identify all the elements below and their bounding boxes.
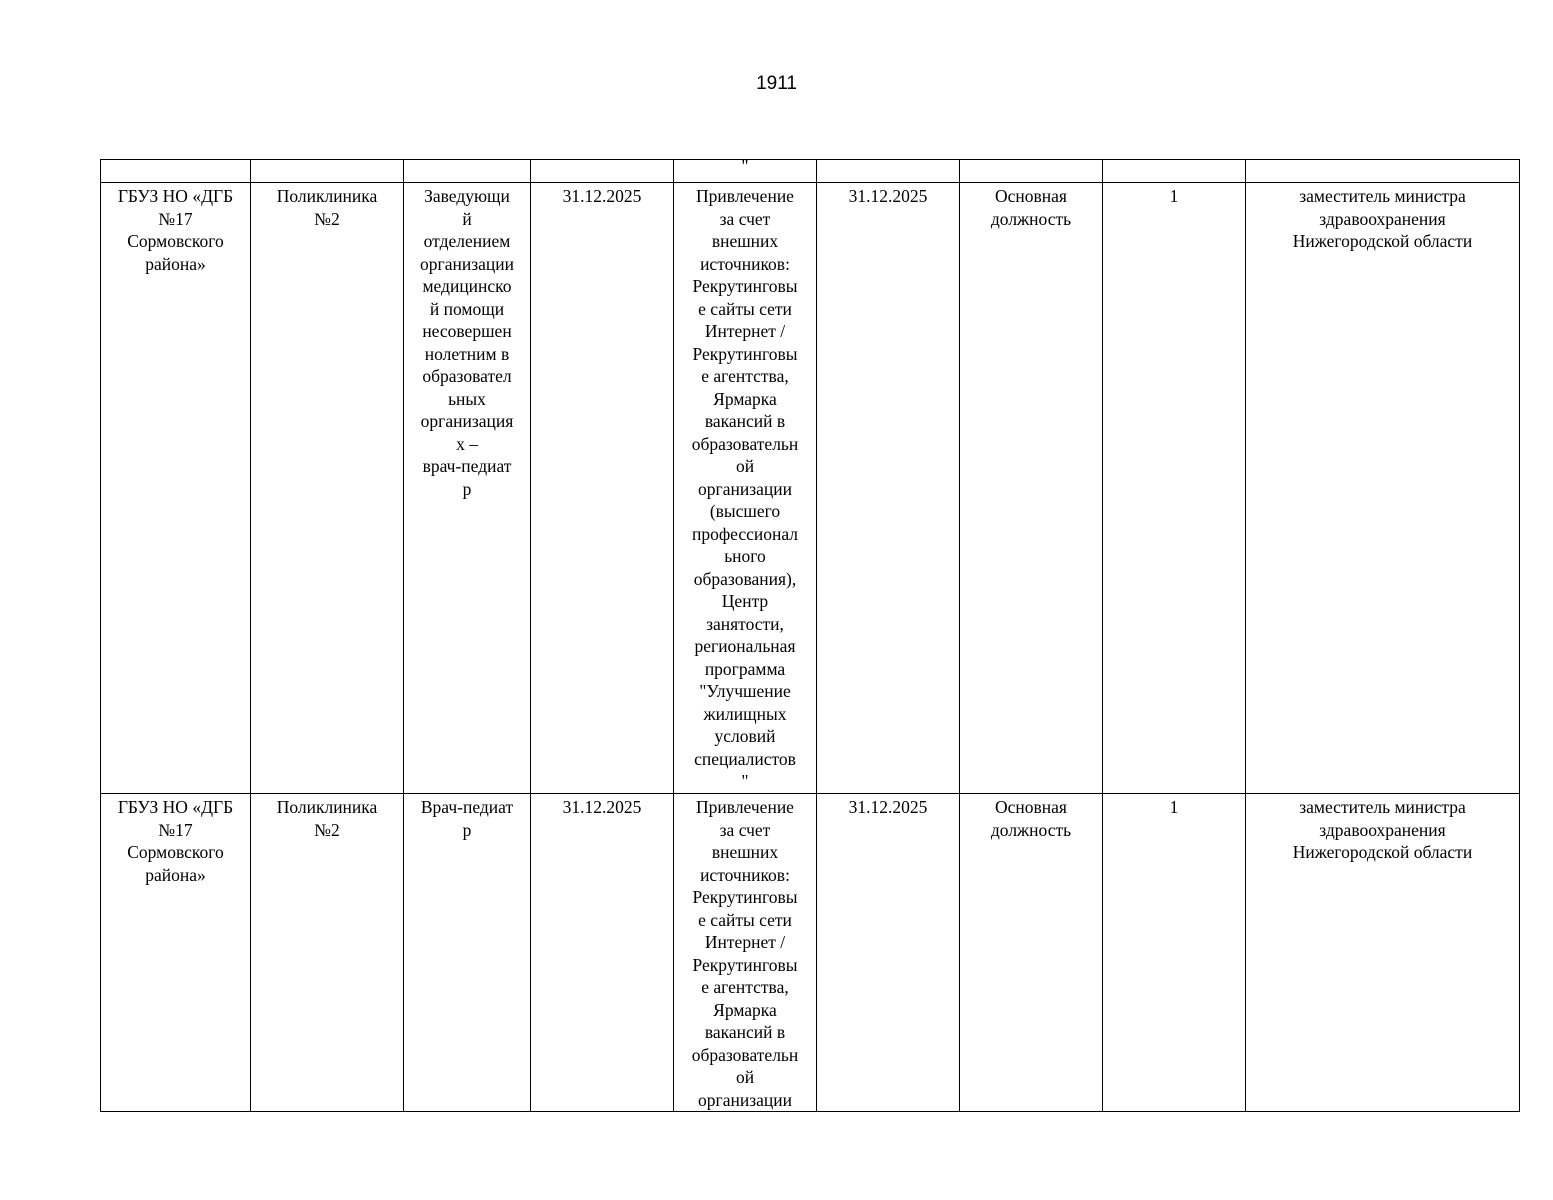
table-row bbox=[101, 794, 1520, 1112]
date-cell: 31.12.2025 bbox=[817, 794, 960, 1112]
table-cell bbox=[404, 160, 531, 183]
date-cell: 31.12.2025 bbox=[817, 183, 960, 794]
method-cell: Привлечение за счет внешних источников: Рекрутинговы е сайты сети Интернет / Рекрутинговы е агентства, Ярмарка вакансий в образовательн ой организации bbox=[674, 794, 817, 1112]
table-cell bbox=[817, 160, 960, 183]
position-cell: Врач-педиат р bbox=[404, 794, 531, 1112]
position-cell: Заведующи й отделением организации медицинско й помощи несовершен нолетним в образовател ьных организация х – врач-педиат р bbox=[404, 183, 531, 794]
table-row bbox=[101, 183, 1520, 794]
table-cell bbox=[531, 160, 674, 183]
responsible-cell: заместитель министра здравоохранения Нижегородской области bbox=[1246, 794, 1520, 1112]
responsible-cell: заместитель министра здравоохранения Нижегородской области bbox=[1246, 183, 1520, 794]
page-number: 1911 bbox=[756, 73, 797, 94]
table-cell bbox=[1103, 160, 1246, 183]
table-cell bbox=[251, 160, 404, 183]
position-type-cell: Основная должность bbox=[960, 794, 1103, 1112]
count-cell: 1 bbox=[1103, 794, 1246, 1112]
organization-cell: ГБУЗ НО «ДГБ №17 Сормовского района» bbox=[101, 794, 251, 1112]
method-cell: Привлечение за счет внешних источников: Рекрутинговы е сайты сети Интернет / Рекрутинговы е агентства, Ярмарка вакансий в образовательн ой организации (высшего профессионал ьного образования), Центр занятости, региональная программа "Улучшение жилищных условий специалистов " bbox=[674, 183, 817, 794]
organization-cell: ГБУЗ НО «ДГБ №17 Сормовского района» bbox=[101, 183, 251, 794]
table-cell bbox=[101, 160, 251, 183]
count-cell: 1 bbox=[1103, 183, 1246, 794]
subdivision-cell: Поликлиника №2 bbox=[251, 183, 404, 794]
subdivision-cell: Поликлиника №2 bbox=[251, 794, 404, 1112]
date-cell: 31.12.2025 bbox=[531, 183, 674, 794]
date-cell: 31.12.2025 bbox=[531, 794, 674, 1112]
table-cell: " bbox=[674, 160, 817, 183]
table-cell bbox=[1246, 160, 1520, 183]
vacancy-table bbox=[100, 159, 1520, 1112]
table-cell bbox=[960, 160, 1103, 183]
position-type-cell: Основная должность bbox=[960, 183, 1103, 794]
continuation-row bbox=[101, 160, 1520, 183]
